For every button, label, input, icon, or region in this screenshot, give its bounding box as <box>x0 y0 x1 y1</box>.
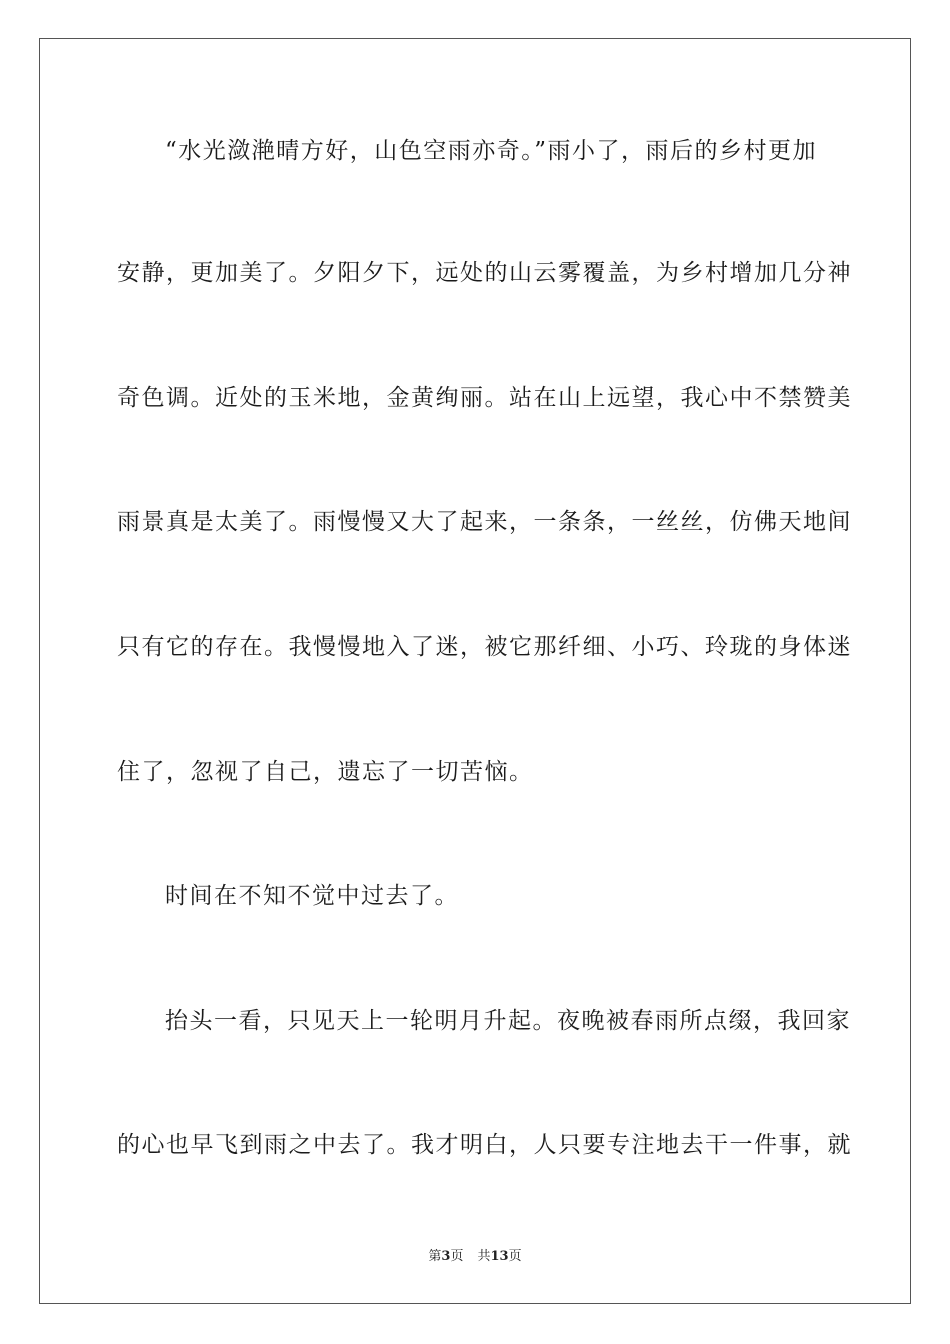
page-footer <box>0 1248 950 1266</box>
text-line: 奇色调。近处的玉米地，金黄绚丽。站在山上远望，我心中不禁赞美 <box>117 385 852 411</box>
text-line: 安静，更加美了。夕阳夕下，远处的山云雾覆盖，为乡村增加几分神 <box>117 260 852 286</box>
text-line: 时间在不知不觉中过去了。 <box>165 883 459 909</box>
page-frame <box>39 38 911 1304</box>
text-line: 抬头一看，只见天上一轮明月升起。夜晚被春雨所点缀，我回家 <box>165 1008 851 1034</box>
page-number: 3 <box>441 1249 451 1264</box>
text-line: 住了，忽视了自己，遗忘了一切苦恼。 <box>117 759 534 785</box>
text-line: “水光潋滟晴方好，山色空雨亦奇。”雨小了，雨后的乡村更加 <box>165 138 818 164</box>
page-number-prefix: 第 <box>428 1249 442 1264</box>
page-number-suffix: 页 <box>450 1249 464 1264</box>
total-pages: 13 <box>490 1249 509 1264</box>
total-pages-suffix: 页 <box>508 1249 522 1264</box>
text-line: 雨景真是太美了。雨慢慢又大了起来，一条条，一丝丝，仿佛天地间 <box>117 509 852 535</box>
text-line: 的心也早飞到雨之中去了。我才明白，人只要专注地去干一件事，就 <box>117 1132 852 1158</box>
text-line: 只有它的存在。我慢慢地入了迷，被它那纤细、小巧、玲珑的身体迷 <box>117 634 852 660</box>
total-pages-prefix: 共 <box>477 1249 491 1264</box>
